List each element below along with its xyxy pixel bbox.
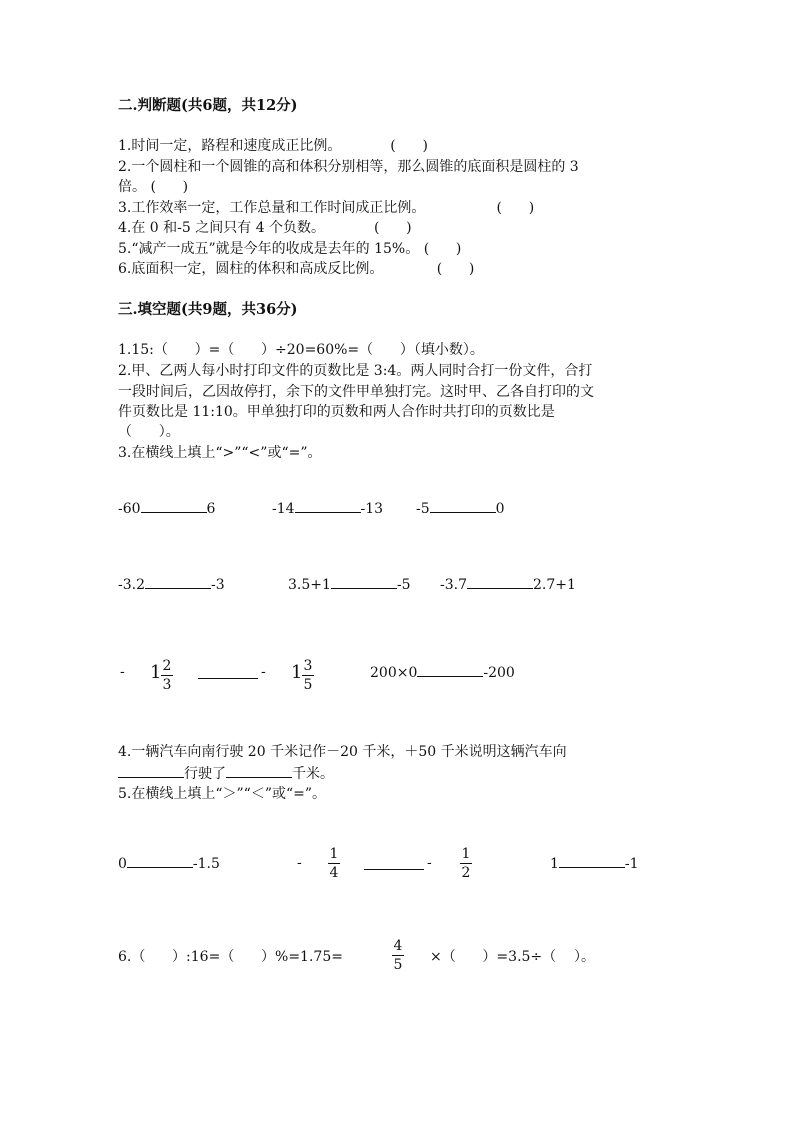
fill-q4-line2: 行驶了 千米。 [118, 763, 334, 784]
answer-blank[interactable] [417, 662, 483, 677]
answer-blank[interactable] [295, 498, 361, 513]
judge-item-6: 6.底面积一定，圆柱的体积和高成反比例。 ( ) [118, 261, 475, 277]
answer-blank[interactable] [118, 763, 184, 778]
mixed-number-fraction: 2 3 [162, 658, 172, 693]
compare-item: -3.2 -3 [118, 574, 225, 595]
mixed-number-whole: 1 [150, 662, 162, 683]
compare-item: -5 0 [416, 498, 505, 519]
minus-sign: - [261, 664, 266, 680]
judge-item-2-cont: 倍。 ( ) [118, 179, 189, 195]
judge-item-5: 5.“减产一成五”就是今年的收成是去年的 15%。 ( ) [118, 241, 462, 257]
answer-blank[interactable] [467, 574, 533, 589]
minus-sign: - [297, 855, 302, 871]
answer-blank[interactable] [559, 853, 625, 868]
section2-title: 二.判断题(共6题，共12分) [118, 97, 298, 114]
judge-item-3: 3.工作效率一定，工作总量和工作时间成正比例。 ( ) [118, 200, 535, 216]
answer-blank[interactable] [198, 664, 258, 679]
judge-item-2: 2.一个圆柱和一个圆锥的高和体积分别相等，那么圆锥的底面积是圆柱的 3 [118, 159, 579, 175]
mixed-number-fraction: 3 5 [303, 658, 313, 693]
fraction: 1 4 [329, 846, 339, 881]
fill-q6-part1: 6.（ ）:16=（ ）%=1.75= [118, 949, 343, 965]
fill-q5-title: 5.在横线上填上“＞”“＜”或“=”。 [118, 786, 327, 802]
compare-item: 0 -1.5 [118, 853, 220, 874]
answer-blank[interactable] [364, 855, 424, 870]
answer-blank[interactable] [141, 498, 207, 513]
fill-q3-title: 3.在横线上填上“>”“<”或“=”。 [118, 445, 322, 461]
compare-item: -3.7 2.7+1 [440, 574, 576, 595]
fill-q2-line1: 2.甲、乙两人每小时打印文件的页数比是 3:4。两人同时合打一份文件，合打 [118, 363, 593, 379]
compare-item: 200×0 -200 [370, 662, 515, 683]
section3-title: 三.填空题(共9题，共36分) [118, 301, 298, 318]
mixed-number-whole: 1 [291, 662, 303, 683]
compare-item: -14 -13 [272, 498, 383, 519]
judge-item-4: 4.在 0 和-5 之间只有 4 个负数。 ( ) [118, 220, 412, 236]
answer-blank[interactable] [331, 574, 397, 589]
compare-item: -60 6 [118, 498, 215, 519]
fill-q2-line3: 件页数比是 11:10。甲单独打印的页数和两人合作时共打印的页数比是 [118, 404, 555, 420]
answer-blank[interactable] [127, 853, 193, 868]
answer-blank[interactable] [226, 763, 292, 778]
fraction: 1 2 [461, 846, 471, 881]
compare-item: 1 -1 [550, 853, 639, 874]
judge-item-1: 1.时间一定，路程和速度成正比例。 ( ) [118, 138, 428, 154]
minus-sign: - [120, 664, 125, 680]
fill-q6-part2: ×（ ）=3.5÷（ ）。 [430, 949, 595, 965]
fill-q1: 1.15:（ ）=（ ）÷20=60%=（ ）（填小数）。 [118, 342, 484, 358]
minus-sign: - [427, 855, 432, 871]
fill-q2-line4: （ ）。 [118, 424, 180, 440]
answer-blank[interactable] [430, 498, 496, 513]
fill-q4-line1: 4.一辆汽车向南行驶 20 千米记作－20 千米，＋50 千米说明这辆汽车向 [118, 744, 567, 760]
fill-q2-line2: 一段时间后，乙因故停打，余下的文件甲单独打完。这时甲、乙各自打印的文 [118, 384, 594, 400]
compare-item: 3.5+1 -5 [288, 574, 411, 595]
fraction: 4 5 [393, 938, 403, 973]
answer-blank[interactable] [145, 574, 211, 589]
